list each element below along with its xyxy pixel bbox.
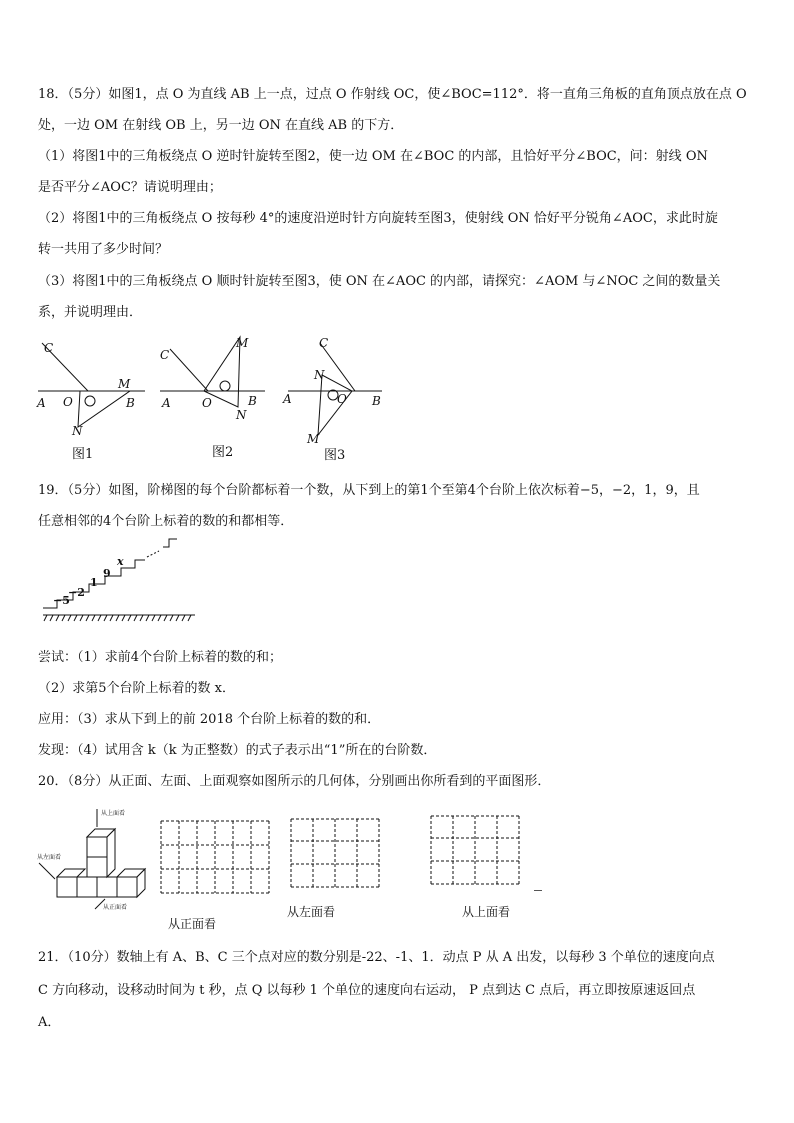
q18-line-6: 转一共用了多少时间？: [38, 242, 169, 257]
fig1-label-b: B: [126, 396, 135, 410]
view-left-label: 从左面看: [37, 854, 62, 861]
q18-figures: [30, 335, 400, 470]
q20-line-1: 20．（8分）从正面、左面、上面观察如图所示的几何体，分别画出你所看到的平面图形．: [38, 774, 551, 789]
fig3-label-c: C: [319, 336, 329, 350]
fig3-label-a: A: [283, 392, 292, 406]
q19-line-6: 发现：（4）试用含 k（k 为正整数）的式子表示出“1”所在的台阶数．: [38, 743, 437, 758]
fig2-triangle-hole: [220, 381, 230, 391]
q19-staircase: [35, 535, 205, 627]
fig2-label-m: M: [236, 336, 249, 350]
view-front-label: 从正面看: [103, 904, 128, 911]
q18-line-4: 是否平分∠AOC？请说明理由；: [38, 180, 222, 195]
q19-line-2: 任意相邻的4个台阶上标着的数的和都相等．: [38, 514, 294, 529]
stairs-top: [163, 539, 177, 547]
fig3-label-n: N: [314, 368, 325, 382]
fig1-triangle-hole: [85, 396, 95, 406]
q20-solid-figure: [35, 805, 147, 913]
fig2-label-o: O: [202, 396, 212, 410]
top-view-grid: [430, 815, 522, 889]
stair-label-1: −5: [53, 594, 70, 607]
ground-hatching: [44, 615, 191, 621]
stair-label-2: −2: [68, 586, 85, 599]
fig3-label-b: B: [372, 394, 381, 408]
q19-line-1: 19．（5分）如图，阶梯图的每个台阶都标着一个数，从下到上的第1个至第4个台阶上依次标着−5，−2，1，9，且: [38, 483, 700, 498]
left-view-caption: 从左面看: [287, 905, 336, 919]
left-view-grid: [290, 818, 382, 892]
view-top-label: 从上面看: [101, 810, 126, 817]
q18-line-1: 18．（5分）如图1，点 O 为直线 AB 上一点，过点 O 作射线 OC，使∠BOC=112°．将一直角三角板的直角顶点放在点 O: [38, 87, 747, 102]
fig2-caption: 图2: [212, 445, 234, 460]
fig3-label-o: O: [337, 392, 347, 406]
q18-line-2: 处，一边 OM 在射线 OB 上，另一边 ON 在直线 AB 的下方．: [38, 118, 404, 133]
stair-label-5: x: [117, 555, 124, 568]
q18-line-5: （2）将图1中的三角板绕点 O 按每秒 4°的速度沿逆时针方向旋转至图3，使射线 ON 恰好平分锐角∠AOC，求此时旋: [38, 211, 718, 226]
q18-line-8: 系，并说明理由．: [38, 305, 143, 320]
fig3-caption: 图3: [324, 448, 346, 463]
fig3-triangle: [318, 375, 352, 435]
q18-line-3: （1）将图1中的三角板绕点 O 逆时针旋转至图2，使一边 OM 在∠BOC 的内部，且恰好平分∠BOC，问：射线 ON: [38, 149, 708, 164]
q18-line-7: （3）将图1中的三角板绕点 O 顺时针旋转至图3，使 ON 在∠AOC 的内部，请探究：∠AOM 与∠NOC 之间的数量关: [38, 274, 721, 289]
fig1-label-a: A: [37, 396, 46, 410]
q19-line-4: （2）求第5个台阶上标着的数 x．: [38, 681, 236, 696]
fig1-label-c: C: [44, 341, 54, 355]
q19-line-5: 应用：（3）求从下到上的前 2018 个台阶上标着的数的和．: [38, 712, 381, 727]
divider-mark: [534, 890, 542, 891]
stair-label-4: 9: [103, 567, 111, 580]
fig1-label-n: N: [72, 424, 83, 438]
front-view-caption: 从正面看: [168, 917, 217, 931]
q19-line-3: 尝试：（1）求前4个台阶上标着的数的和；: [38, 650, 283, 665]
fig2-label-c: C: [160, 348, 170, 362]
q21-line-1: 21．（10分）数轴上有 A、B、C 三个点对应的数分别是-22、-1、1．动点 P 从 A 出发，以每秒 3 个单位的速度向点: [38, 950, 715, 965]
fig1-triangle: [78, 391, 130, 427]
fig2-label-n: N: [236, 408, 247, 422]
fig1-label-o: O: [63, 395, 73, 409]
fig2-label-b: B: [248, 394, 257, 408]
front-view-grid: [160, 820, 270, 896]
fig2-ray-oc: [170, 349, 208, 391]
fig3-label-m: M: [307, 432, 320, 446]
stairs-ellipsis: [147, 551, 159, 557]
q21-line-2: C 方向移动，设移动时间为 t 秒，点 Q 以每秒 1 个单位的速度向右运动， P 点到达 C 点后，再立即按原速返回点: [38, 983, 696, 998]
top-view-caption: 从上面看: [462, 905, 511, 919]
q21-line-3: A．: [38, 1015, 61, 1030]
stair-label-3: 1: [90, 576, 98, 589]
fig1-label-m: M: [118, 377, 131, 391]
fig1-caption: 图1: [72, 447, 94, 462]
fig2-label-a: A: [162, 396, 171, 410]
